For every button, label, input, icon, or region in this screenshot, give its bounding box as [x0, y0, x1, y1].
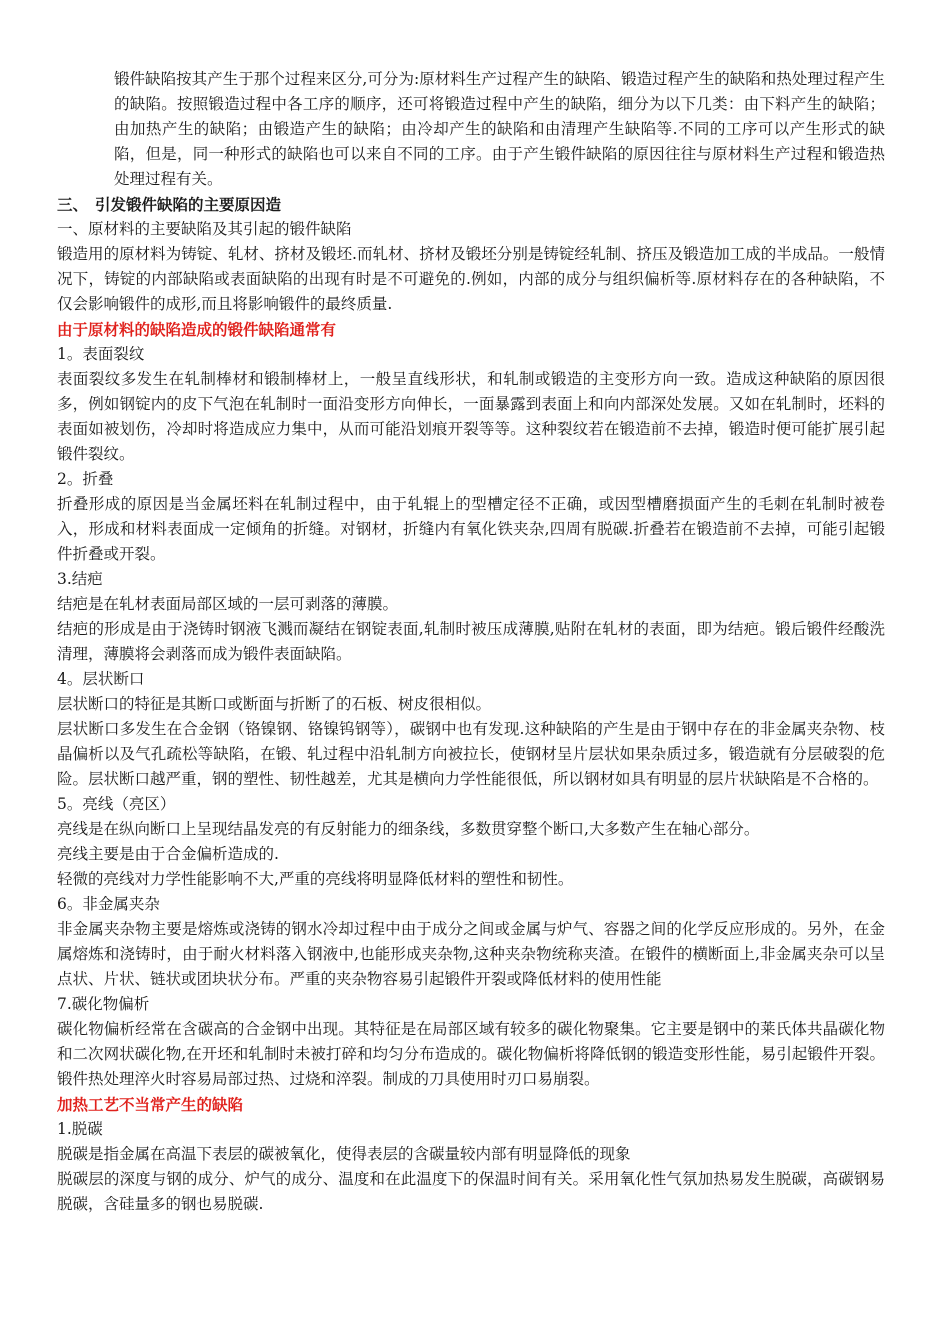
red-heading-raw-defects: 由于原材料的缺陷造成的锻件缺陷通常有 — [57, 320, 337, 339]
item-paragraph: 层状断口多发生在合金钢（铬镍钢、铬镍钨钢等），碳钢中也有发现.这种缺陷的产生是由于钢中存在的非金属夹杂物、枝晶偏析以及气孔疏松等缺陷，在锻、轧过程中沿轧制方向被拉长，使钢材呈片层状如果杂质过多，锻造就有分层破裂的危险。层状断口越严重，钢的塑性、韧性越差，尤其是横向力学性能很低，所以钢材如具有明显的层片状缺陷是不合格的。 — [57, 720, 885, 788]
section-heading — [57, 192, 885, 217]
section-number: 三、 — [57, 195, 89, 214]
item-scab — [57, 567, 885, 667]
item-carbide-segregation — [57, 992, 885, 1092]
intro-paragraph: 锻件缺陷按其产生于那个过程来区分,可分为:原材料生产过程产生的缺陷、锻造过程产生的缺陷和热处理过程产生的缺陷。按照锻造过程中各工序的顺序，还可将锻造过程中产生的缺陷，细分为以下几类：由下料产生的缺陷；由加热产生的缺陷；由锻造产生的缺陷；由冷却产生的缺陷和由清理产生缺陷等.不同的工序可以产生形式的缺陷，但是，同一种形式的缺陷也可以来自不同的工序。由于产生锻件缺陷的原因往往与原材料生产过程和锻造热处理过程有关。 — [114, 70, 885, 188]
item-title: 1。表面裂纹 — [57, 345, 145, 363]
item-paragraph: 脱碳是指金属在高温下表层的碳被氧化，使得表层的含碳量较内部有明显降低的现象 — [57, 1145, 631, 1163]
item-paragraph: 非金属夹杂物主要是熔炼或浇铸的钢水冷却过程中由于成分之间或金属与炉气、容器之间的化学反应形成的。另外，在金属熔炼和浇铸时，由于耐火材料落入钢液中,也能形成夹杂物,这种夹杂物统称夹渣。在锻件的横断面上,非金属夹杂可以呈点状、片状、链状或团块状分布。严重的夹杂物容易引起锻件开裂或降低材料的使用性能 — [57, 920, 885, 988]
subsection-heading: 一、原材料的主要缺陷及其引起的锻件缺陷 — [57, 220, 352, 238]
item-paragraph: 结疤是在轧材表面局部区域的一层可剥落的薄膜。 — [57, 595, 399, 613]
item-paragraph: 表面裂纹多发生在轧制棒材和锻制棒材上，一般呈直线形状，和轧制或锻造的主变形方向一致。造成这种缺陷的原因很多，例如钢锭内的皮下气泡在轧制时一面沿变形方向伸长，一面暴露到表面上和向内部深处发展。又如在轧制时，坯料的表面如被划伤，冷却时将造成应力集中，从而可能沿划痕开裂等等。这种裂纹若在锻造前不去掉，锻造时便可能扩展引起锻件裂纹。 — [57, 370, 885, 463]
item-paragraph: 脱碳层的深度与钢的成分、炉气的成分、温度和在此温度下的保温时间有关。采用氧化性气氛加热易发生脱碳，高碳钢易脱碳，含硅量多的钢也易脱碳. — [57, 1170, 885, 1213]
item-title: 7.碳化物偏析 — [57, 995, 150, 1013]
document-page — [57, 67, 885, 1217]
item-title: 2。折叠 — [57, 470, 114, 488]
item-title: 5。亮线（亮区） — [57, 795, 176, 813]
item-paragraph: 结疤的形成是由于浇铸时钢液飞溅而凝结在钢锭表面,轧制时被压成薄膜,贴附在轧材的表面，即为结疤。锻后锻件经酸洗清理，薄膜将会剥落而成为锻件表面缺陷。 — [57, 620, 885, 663]
item-paragraph: 轻微的亮线对力学性能影响不大,严重的亮线将明显降低材料的塑性和韧性。 — [57, 870, 574, 888]
item-title: 6。非金属夹杂 — [57, 895, 160, 913]
item-title: 1.脱碳 — [57, 1120, 103, 1138]
item-bright-line — [57, 792, 885, 892]
item-fold — [57, 467, 885, 567]
item-decarburization — [57, 1117, 885, 1217]
section-title: 引发锻件缺陷的主要原因造 — [95, 195, 282, 214]
item-title: 4。层状断口 — [57, 670, 145, 688]
item-surface-crack — [57, 342, 885, 467]
item-title: 3.结疤 — [57, 570, 103, 588]
item-laminar-fracture — [57, 667, 885, 792]
item-nonmetallic-inclusion — [57, 892, 885, 992]
item-paragraph: 亮线是在纵向断口上呈现结晶发亮的有反射能力的细条线，多数贯穿整个断口,大多数产生在轴心部分。 — [57, 820, 760, 838]
item-paragraph: 亮线主要是由于合金偏析造成的. — [57, 845, 279, 863]
item-paragraph: 碳化物偏析经常在含碳高的合金钢中出现。其特征是在局部区域有较多的碳化物聚集。它主要是钢中的莱氏体共晶碳化物和二次网状碳化物,在开坯和轧制时未被打碎和均匀分布造成的。碳化物偏析将降低钢的锻造变形性能，易引起锻件开裂。锻件热处理淬火时容易局部过热、过烧和淬裂。制成的刀具使用时刃口易崩裂。 — [57, 1020, 885, 1088]
item-paragraph: 折叠形成的原因是当金属坯料在轧制过程中，由于轧辊上的型槽定径不正确，或因型槽磨损面产生的毛刺在轧制时被卷入，形成和材料表面成一定倾角的折缝。对钢材，折缝内有氧化铁夹杂,四周有脱碳.折叠若在锻造前不去掉，可能引起锻件折叠或开裂。 — [57, 495, 885, 563]
item-paragraph: 层状断口的特征是其断口或断面与折断了的石板、树皮很相似。 — [57, 695, 492, 713]
raw-material-paragraph: 锻造用的原材料为铸锭、轧材、挤材及锻坯.而轧材、挤材及锻坯分别是铸锭经轧制、挤压及锻造加工成的半成品。一般情况下，铸锭的内部缺陷或表面缺陷的出现有时是不可避免的.例如，内部的成分与组织偏析等.原材料存在的各种缺陷，不仅会影响锻件的成形,而且将影响锻件的最终质量. — [57, 245, 885, 313]
red-heading-heating-defects: 加热工艺不当常产生的缺陷 — [57, 1095, 244, 1114]
